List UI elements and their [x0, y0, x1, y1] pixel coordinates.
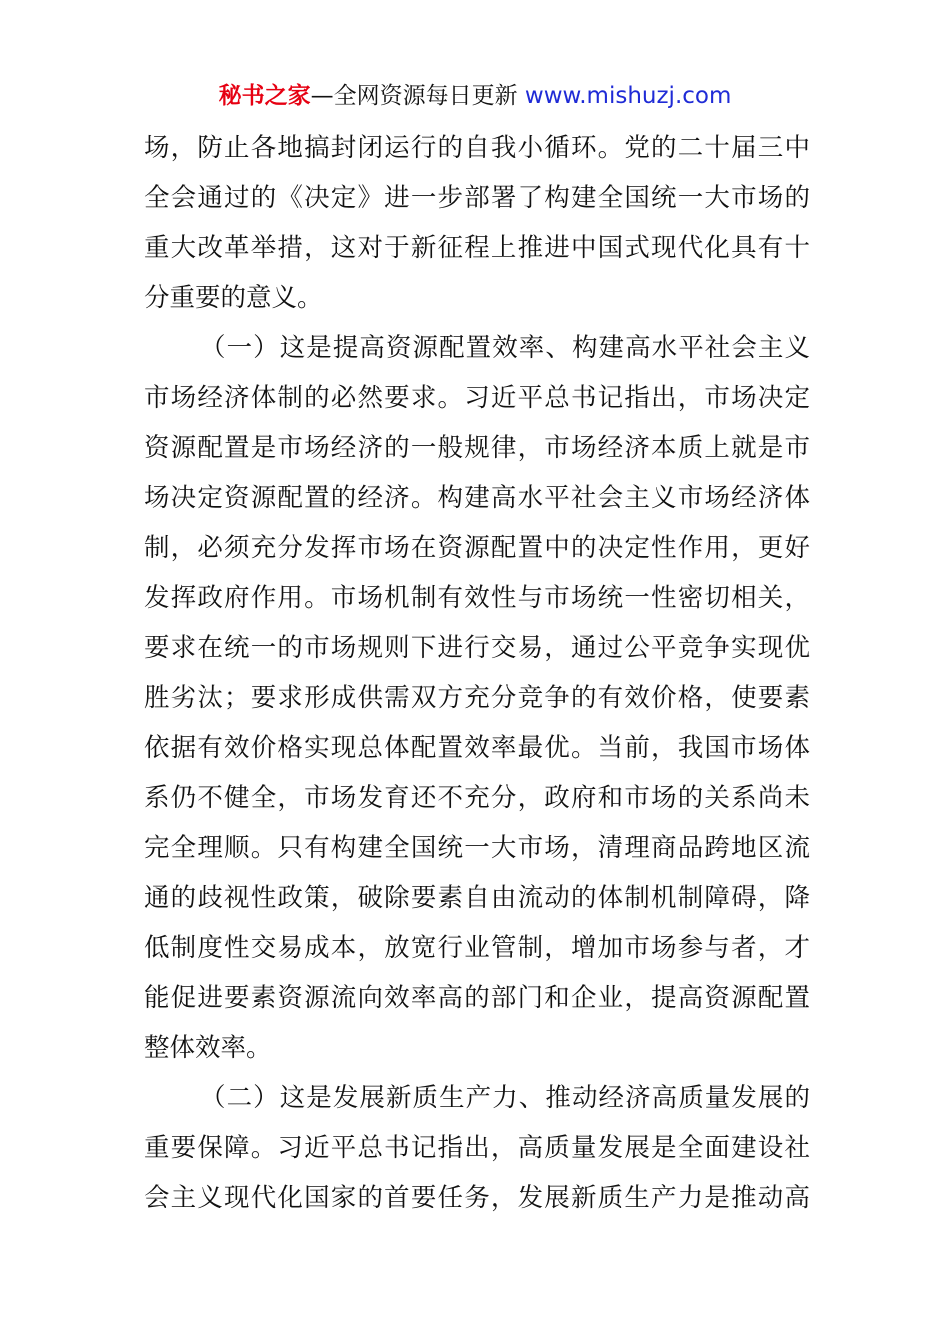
text-line: 分重要的意义。 [144, 283, 323, 313]
text-line: 资源配置是市场经济的一般规律，市场经济本质上就是市 [144, 433, 810, 463]
section-heading-line: （一）这是提高资源配置效率、构建高水平社会主义 [200, 333, 810, 363]
section-heading-line: （二）这是发展新质生产力、推动经济高质量发展的 [200, 1083, 810, 1113]
text-line: 整体效率。 [144, 1033, 272, 1063]
text-line: 市场经济体制的必然要求。习近平总书记指出，市场决定 [144, 383, 810, 413]
header-tagline: —全网资源每日更新 [310, 83, 525, 109]
document-body [144, 123, 810, 1223]
text-line: 低制度性交易成本，放宽行业管制，增加市场参与者，才 [144, 933, 810, 963]
site-url-link[interactable]: www.mishuzj.com [524, 83, 732, 109]
text-line: 重大改革举措，这对于新征程上推进中国式现代化具有十 [144, 233, 810, 263]
text-line: 依据有效价格实现总体配置效率最优。当前，我国市场体 [144, 733, 810, 763]
text-line: 制，必须充分发挥市场在资源配置中的决定性作用，更好 [144, 533, 810, 563]
brand-name: 秘书之家 [218, 83, 311, 109]
text-line: 全会通过的《决定》进一步部署了构建全国统一大市场的 [144, 183, 810, 213]
text-line: 场，防止各地搞封闭运行的自我小循环。党的二十届三中 [144, 133, 810, 163]
text-line: 重要保障。习近平总书记指出，高质量发展是全面建设社 [144, 1133, 810, 1163]
text-line: 系仍不健全，市场发育还不充分，政府和市场的关系尚未 [144, 783, 810, 813]
text-line: 要求在统一的市场规则下进行交易，通过公平竞争实现优 [144, 633, 810, 663]
text-line: 通的歧视性政策，破除要素自由流动的体制机制障碍，降 [144, 883, 810, 913]
text-line: 会主义现代化国家的首要任务，发展新质生产力是推动高 [144, 1183, 810, 1213]
site-header [0, 80, 950, 112]
text-line: 发挥政府作用。市场机制有效性与市场统一性密切相关， [144, 583, 810, 613]
text-line: 胜劣汰；要求形成供需双方充分竞争的有效价格，使要素 [144, 683, 810, 713]
text-line: 能促进要素资源流向效率高的部门和企业，提高资源配置 [144, 983, 810, 1013]
text-line: 完全理顺。只有构建全国统一大市场，清理商品跨地区流 [144, 833, 810, 863]
text-line: 场决定资源配置的经济。构建高水平社会主义市场经济体 [144, 483, 810, 513]
